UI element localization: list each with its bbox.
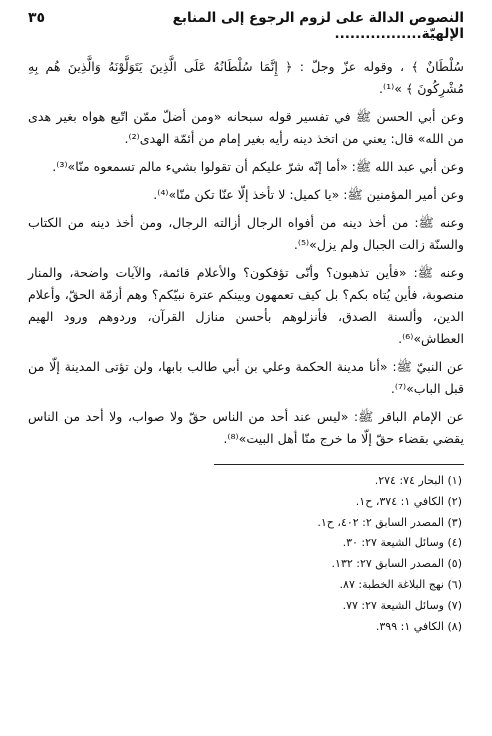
- page-number: ٣٥: [28, 10, 46, 26]
- footnote: (٥) المصدر السابق ٢٧: ١٣٢.: [331, 557, 462, 571]
- footnote: (١) البحار ٧٤: ٢٧٤.: [374, 474, 462, 487]
- footnote: (٣) المصدر السابق ٢: ٤٠٢، ح١.: [317, 515, 462, 529]
- paragraph: عن الإمام الباقر ﷺ: «ليس عند أحد من الناس حقّ ولا صواب، ولا أحد من الناس يقضي بقضاء حقّ إلّا ما خرج منّا أهل البيت»⁽⁸⁾.: [28, 409, 464, 446]
- paragraph: وعنه ﷺ: من أخذ دينه من أفواه الرجال أزالته الرجال، ومن أخذ دينه من الكتاب والسنّة زالت الجبال ولم يزل»⁽⁵⁾.: [28, 215, 464, 252]
- paragraph: وعن أمير المؤمنين ﷺ: «يا كميل: لا تأخذ إلّا عنّا تكن منّا»⁽⁴⁾.: [153, 187, 464, 202]
- footnote: (٤) وسائل الشيعة ٢٧: ٣٠.: [342, 536, 462, 550]
- paragraph: وعن أبي الحسن ﷺ في تفسير قوله سبحانه «ومن أضلّ ممّن اتّبع هواه بغير هدى من الله» قال: يعني من اتخذ دينه رأيه بغير إمام من أئمّة الهدى⁽²⁾.: [28, 109, 464, 146]
- footnote: (٧) وسائل الشيعة ٢٧: ٧٧.: [342, 598, 462, 612]
- paragraph: وعن أبي عبد الله ﷺ: «أما إنّه شرّ عليكم أن تقولوا بشيء مالم تسمعوه منّا»⁽³⁾.: [52, 159, 464, 174]
- paragraph: وعنه ﷺ: «فأين تذهبون؟ وأنّى تؤفكون؟ والأعلام قائمة، والآيات واضحة، والمنار منصوبة، فأين يُتاه بكم؟ بل كيف تعمهون وبينكم عترة نبيّكم؟ وهم أزمّة الحقّ، وأعلام الدين، وألسنة الصدق، فأنزلوهم بأحسن منازل القرآن، وردوهم ورود الهيم العطاش»⁽⁶⁾.: [28, 265, 464, 346]
- footnote: (٢) الكافي ١: ٣٧٤، ح١.: [355, 494, 462, 508]
- main-text: [28, 56, 464, 450]
- footnote: (٦) نهج البلاغة الخطبة: ٨٧.: [339, 577, 462, 591]
- footnotes-divider: [214, 464, 464, 465]
- paragraph: سُلْطَانٌ ﴾ ، وقوله عزّ وجلّ : ﴿ إِنَّمَا سُلْطَانُهُ عَلَى الَّذِينَ يَتَوَلَّوْنَهُ وَالَّذِينَ هُم بِهِ مُشْرِكُونَ ﴾ »⁽¹⁾.: [28, 59, 464, 96]
- footnotes-list: [28, 471, 464, 637]
- running-header-title: النصوص الدالة على لزوم الرجوع إلى المنابع الإلهيّة.................: [172, 10, 464, 42]
- footnote: (٨) الكافي ١: ٣٩٩.: [375, 619, 462, 633]
- running-header: [28, 10, 464, 42]
- paragraph: عن النبيّ ﷺ: «أنا مدينة الحكمة وعلي بن أبي طالب بابها، ولن تؤتى المدينة إلّا من قبل الباب»⁽⁷⁾.: [28, 359, 464, 396]
